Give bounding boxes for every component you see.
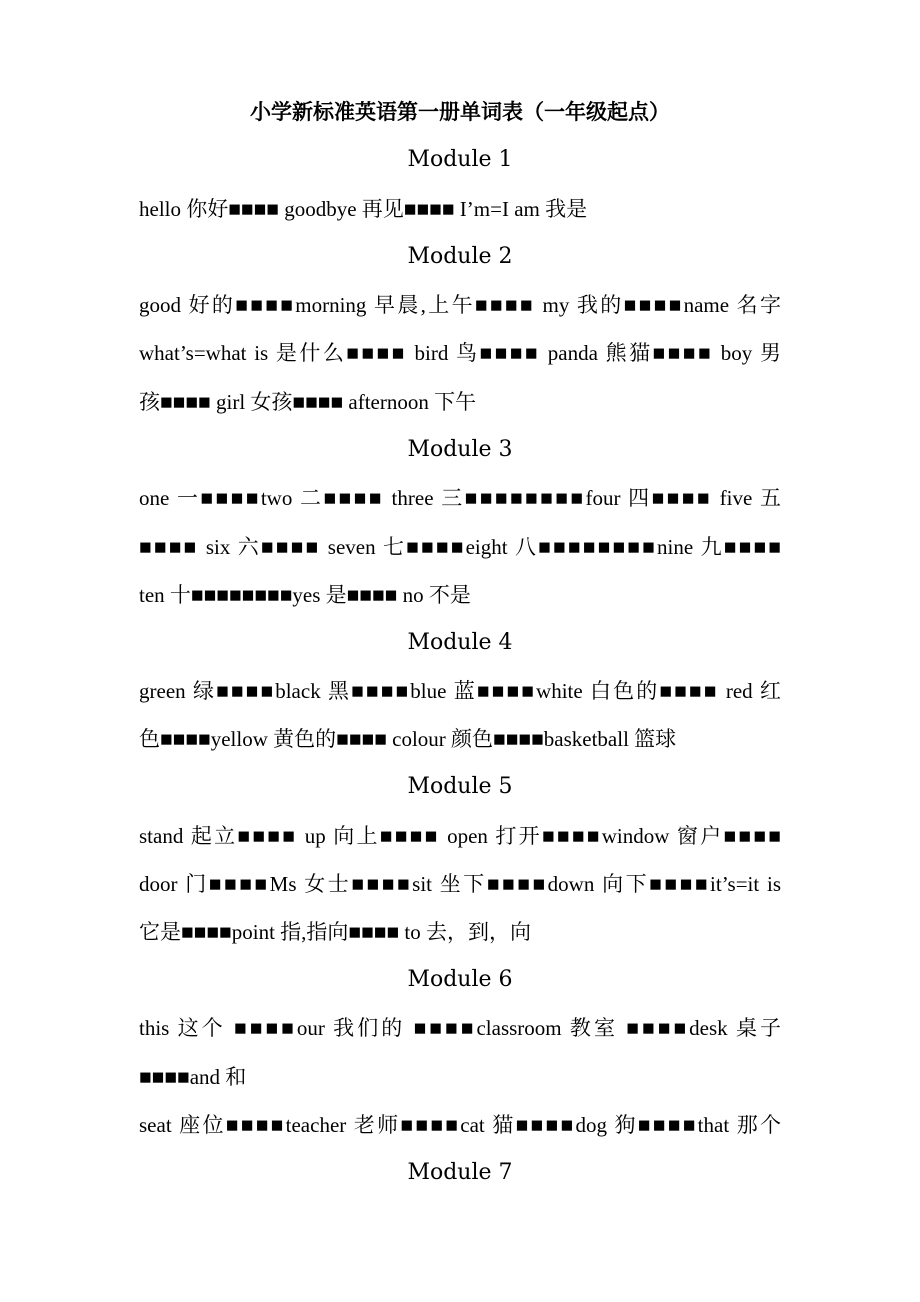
module-6-line-2: ■■■■and 和 xyxy=(139,1065,247,1089)
module-4-line-1: green 绿■■■■black 黑■■■■blue 蓝■■■■white 白色的■■■■ red 红 xyxy=(139,679,781,703)
module-1-heading: Module 1 xyxy=(407,147,513,172)
module-3-line-3: ten 十■■■■■■■■yes 是■■■■ no 不是 xyxy=(139,583,471,607)
module-3-heading: Module 3 xyxy=(407,437,513,462)
module-3-line-1: one 一■■■■two 二■■■■ three 三■■■■■■■■four 四■■■■ five 五 xyxy=(139,486,781,510)
module-6-heading: Module 6 xyxy=(407,967,513,992)
module-6-line-1: this 这个 ■■■■our 我们的 ■■■■classroom 教室 ■■■■desk 桌子 xyxy=(139,1016,781,1040)
document-title: 小学新标准英语第一册单词表（一年级起点） xyxy=(250,100,670,124)
module-5-line-1: stand 起立■■■■ up 向上■■■■ open 打开■■■■window 窗户■■■■ xyxy=(139,824,781,848)
module-4-heading: Module 4 xyxy=(407,630,513,655)
module-5-line-2: door 门■■■■Ms 女士■■■■sit 坐下■■■■down 向下■■■■it’s=it is xyxy=(139,872,781,896)
module-5-heading: Module 5 xyxy=(407,774,513,799)
module-2-heading: Module 2 xyxy=(407,244,513,269)
module-1-line-1: hello 你好■■■■ goodbye 再见■■■■ I’m=I am 我是 xyxy=(139,197,588,221)
module-5-line-3: 它是■■■■point 指,指向■■■■ to 去，到，向 xyxy=(139,920,531,944)
module-2-line-3: 孩■■■■ girl 女孩■■■■ afternoon 下午 xyxy=(139,390,477,414)
module-2-line-2: what’s=what is 是什么■■■■ bird 鸟■■■■ panda 熊猫■■■■ boy 男 xyxy=(139,341,781,365)
module-6-line-3: seat 座位■■■■teacher 老师■■■■cat 猫■■■■dog 狗■■■■that 那个 xyxy=(139,1113,781,1137)
module-7-heading: Module 7 xyxy=(407,1160,513,1185)
module-4-line-2: 色■■■■yellow 黄色的■■■■ colour 颜色■■■■basketball 篮球 xyxy=(139,727,677,751)
module-2-line-1: good 好的■■■■morning 早晨,上午■■■■ my 我的■■■■name 名字 xyxy=(139,293,781,317)
module-3-line-2: ■■■■ six 六■■■■ seven 七■■■■eight 八■■■■■■■■nine 九■■■■ xyxy=(139,535,781,559)
